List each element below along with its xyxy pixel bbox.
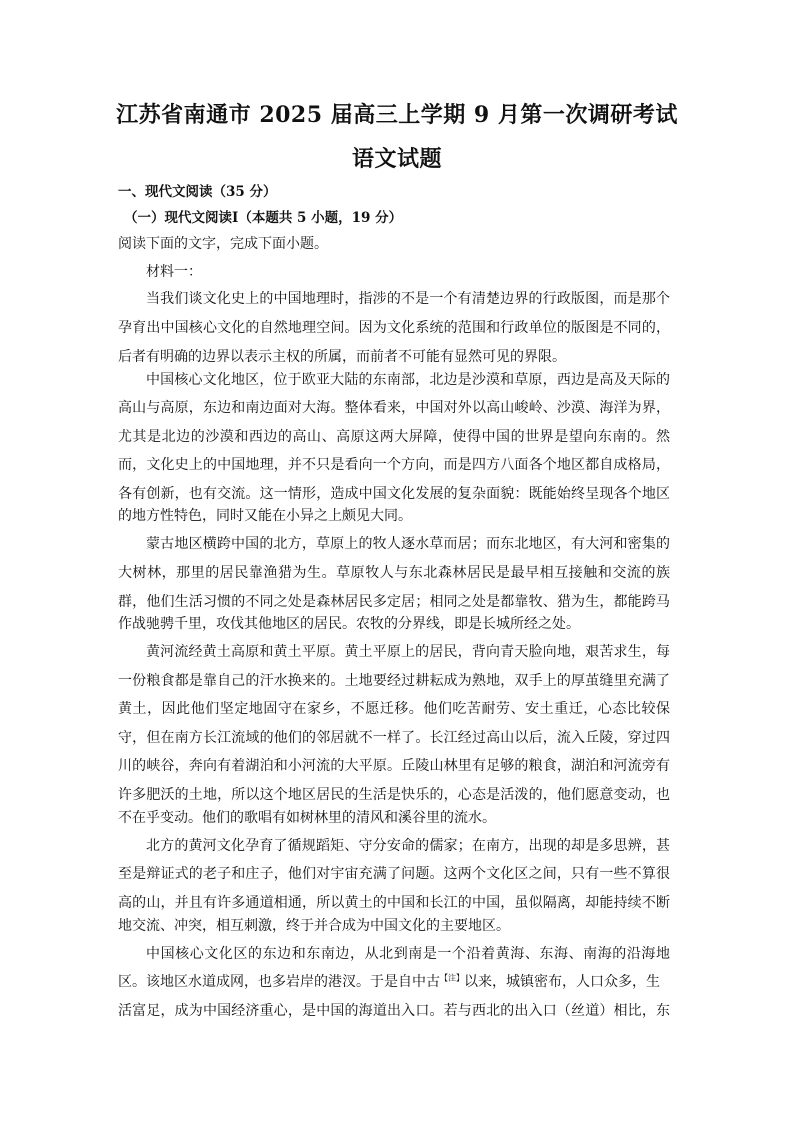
body-line: 作战驰骋千里，攻伐其他地区的居民。农牧的分界线，即是长城所经之处。 <box>118 616 580 632</box>
instruction-text: 阅读下面的文字，完成下面小题。 <box>118 236 328 252</box>
footnote-marker[interactable]: 【注】 <box>440 973 464 983</box>
body-line: 黄河流经黄土高原和黄土平原。黄土平原上的居民，背向青天脸向地，艰苦求生，每 <box>146 644 670 660</box>
page-subtitle: 语文试题 <box>351 146 442 172</box>
body-line: 而，文化史上的中国地理，并不只是看向一个方向，而是四方八面各个地区都自成格局， <box>118 457 670 473</box>
body-line: 各有创新，也有交流。这一情形，造成中国文化发展的复杂面貌：既能始终呈现各个地区 <box>118 486 670 502</box>
body-line: 黄土，因此他们坚定地固守在家乡，不愿迁移。他们吃苦耐劳、安土重迁，心态比较保 <box>118 701 670 717</box>
body-line: 一份粮食都是靠自己的汗水换来的。土地要经过耕耘成为熟地，双手上的厚茧缝里充满了 <box>118 673 670 689</box>
body-line: 群，他们生活习惯的不同之处是森林居民多定居；相同之处是都靠牧、猎为生，都能跨马 <box>118 594 670 610</box>
body-line: 许多肥沃的土地，所以这个地区居民的生活是快乐的，心态是活泼的，他们愿意变动，也 <box>118 787 670 803</box>
body-line: 活富足，成为中国经济重心，是中国的海道出入口。若与西北的出入口（丝道）相比，东 <box>118 1003 670 1019</box>
body-line: 尤其是北边的沙漠和西边的高山、高原这两大屏障，使得中国的世界是望向东南的。然 <box>118 429 670 445</box>
body-line: 的地方性特色，同时又能在小异之上颇见大同。 <box>118 508 412 524</box>
page-title: 江苏省南通市 2025 届高三上学期 9 月第一次调研考试 <box>116 102 678 128</box>
body-line: 后者有明确的边界以表示主权的所属，而前者不可能有显然可见的界限。 <box>118 349 566 365</box>
body-line: 川的峡谷，奔向有着湖泊和小河流的大平原。丘陵山林里有足够的粮食，湖泊和河流旁有 <box>118 758 670 774</box>
body-line: 大树林，那里的居民靠渔猎为生。草原牧人与东北森林居民是最早相互接触和交流的族 <box>118 565 670 581</box>
body-line: 当我们谈文化史上的中国地理时，指涉的不是一个有清楚边界的行政版图，而是那个 <box>146 291 670 307</box>
body-line: 不在乎变动。他们的歌唱有如树林里的清风和溪谷里的流水。 <box>118 810 496 826</box>
body-line: 守，但在南方长江流域的他们的邻居就不一样了。长江经过高山以后，流入丘陵，穿过四 <box>118 730 670 746</box>
body-line: 北方的黄河文化孕育了循规蹈矩、守分安命的儒家；在南方，出现的却是多思辨，甚 <box>146 838 670 854</box>
material-label: 材料一： <box>146 264 202 280</box>
body-line: 中国核心文化区的东边和东南边，从北到南是一个沿着黄海、东海、南海的沿海地 <box>146 946 670 962</box>
body-line-part: 以来，城镇密布，人口众多，生 <box>464 974 660 990</box>
body-line: 地交流、冲突，相互刺激，终于并合成为中国文化的主要地区。 <box>118 918 510 934</box>
section-heading: 一、现代文阅读（35 分） <box>118 184 277 200</box>
body-line-part: 区。该地区水道成网，也多岩岸的港汊。于是自中古 <box>118 974 440 990</box>
body-line: 至是辩证式的老子和庄子，他们对宇宙充满了问题。这两个文化区之间，只有一些不算很 <box>118 866 670 882</box>
body-line: 蒙古地区横跨中国的北方，草原上的牧人逐水草而居；而东北地区，有大河和密集的 <box>146 536 670 552</box>
body-line-with-footnote <box>118 972 670 992</box>
body-line: 中国核心文化地区，位于欧亚大陆的东南部，北边是沙漠和草原，西边是高及天际的 <box>146 372 670 388</box>
body-line: 高山与高原，东边和南边面对大海。整体看来，中国对外以高山峻岭、沙漠、海洋为界， <box>118 400 670 416</box>
body-line: 高的山，并且有许多通道相通，所以黄土的中国和长江的中国，虽似隔离，却能持续不断 <box>118 895 670 911</box>
body-line: 孕育出中国核心文化的自然地理空间。因为文化系统的范围和行政单位的版图是不同的， <box>118 320 670 336</box>
subsection-heading: （一）现代文阅读Ⅰ（本题共 5 小题，19 分） <box>124 210 403 226</box>
